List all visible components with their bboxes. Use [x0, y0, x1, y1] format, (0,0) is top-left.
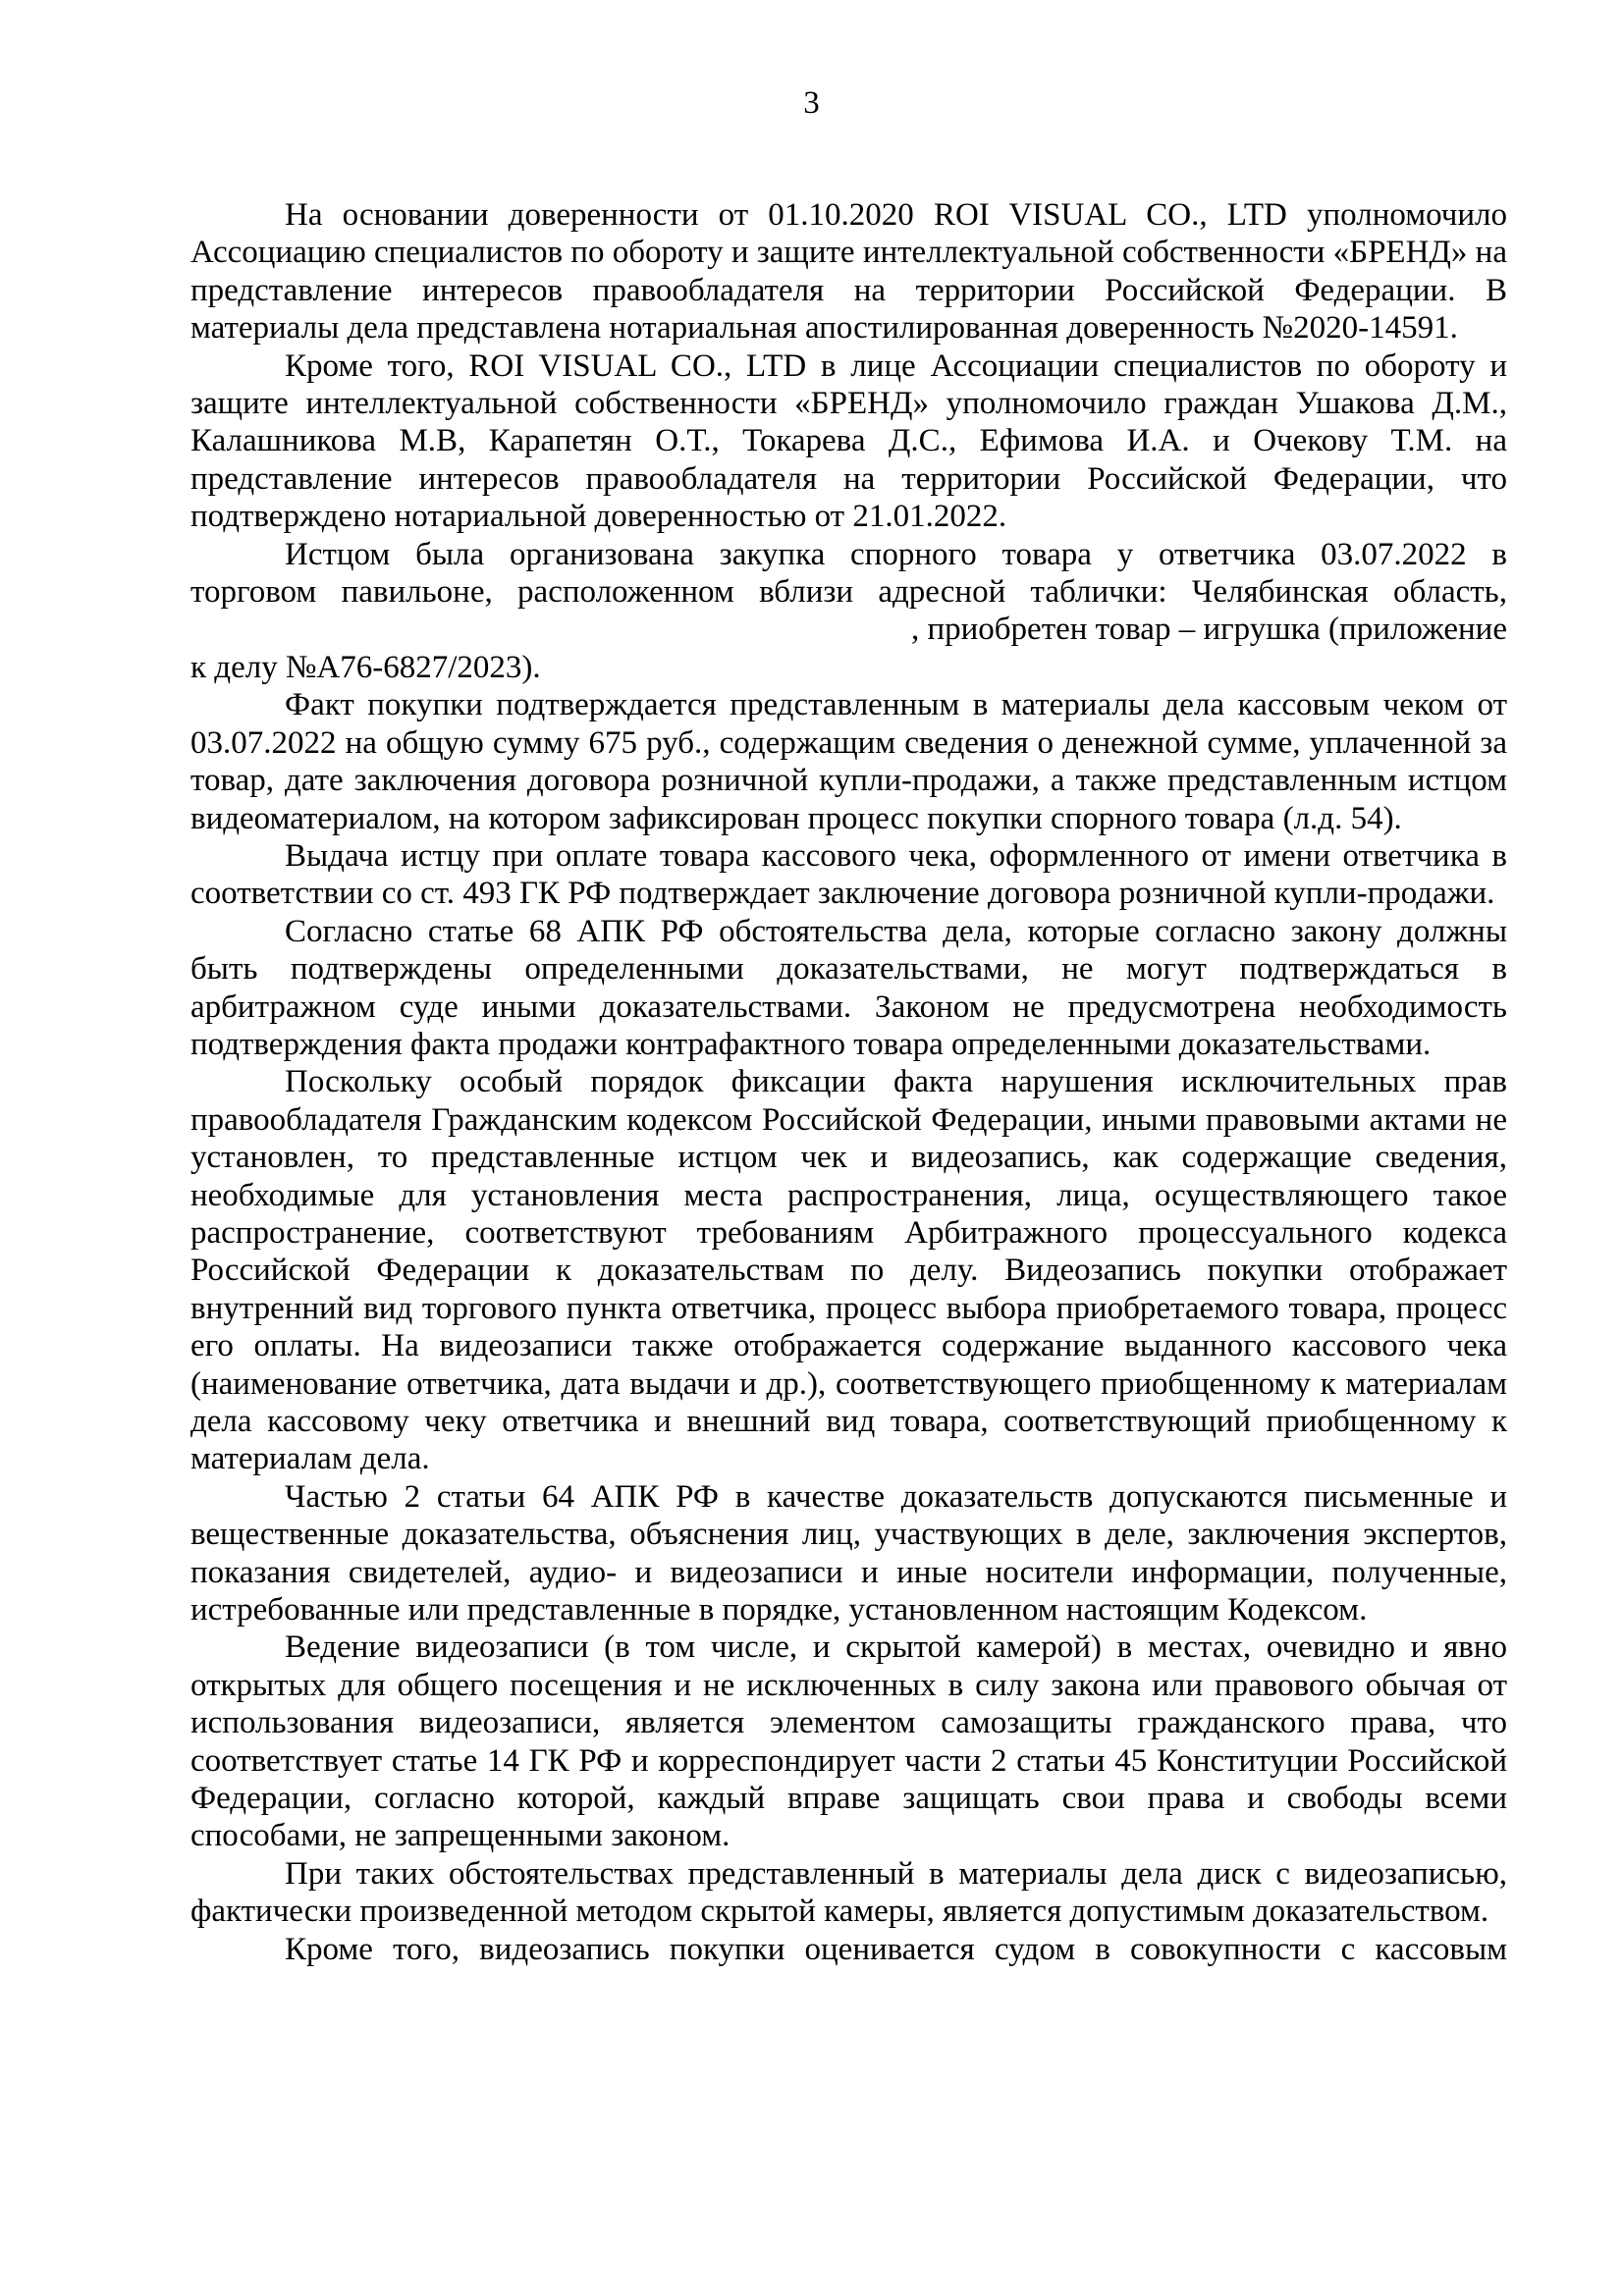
- paragraph: Согласно статье 68 АПК РФ обстоятельства дела, которые согласно закону должны быть подтверждены определенными доказательствами, не могут подтверждаться в арбитражном суде иными доказательствами. Законом не предусмотрена необходимость подтверждения факта продажи контрафактного товара определенными доказательствами.: [190, 913, 1507, 1062]
- paragraph-line: Истцом была организована закупка спорного товара у ответчика 03.07.2022 в: [285, 536, 1507, 572]
- paragraph: Кроме того, видеозапись покупки оценивается судом в совокупности с кассовым: [285, 1931, 1507, 1967]
- paragraph: Факт покупки подтверждается представленным в материалы дела кассовым чеком от 03.07.2022 на общую сумму 675 руб., содержащим сведения о денежной сумме, уплаченной за товар, дате заключения договора розничной купли-продажи, а также представленным истцом видеоматериалом, на котором зафиксирован процесс покупки спорного товара (л.д. 54).: [190, 687, 1507, 836]
- paragraph: Частью 2 статьи 64 АПК РФ в качестве доказательств допускаются письменные и вещественные доказательства, объяснения лиц, участвующих в деле, заключения экспертов, показания свидетелей, аудио- и видеозаписи и иные носители информации, полученные, истребованные или представленные в порядке, установленном настоящим Кодексом.: [190, 1478, 1507, 1629]
- paragraph: Выдача истцу при оплате товара кассового чека, оформленного от имени ответчика в соответствии со ст. 493 ГК РФ подтверждает заключение договора розничной купли-продажи.: [190, 837, 1507, 912]
- paragraph: Кроме того, ROI VISUAL CO., LTD в лице Ассоциации специалистов по обороту и защите интеллектуальной собственности «БРЕНД» уполномочило граждан Ушакова Д.М., Калашникова М.В, Карапетян О.Т., Токарева Д.С., Ефимова И.А. и Очекову Т.М. на представление интересов правообладателя на территории Российской Федерации, что подтверждено нотариальной доверенностью от 21.01.2022.: [190, 347, 1507, 535]
- paragraph-line: торговом павильоне, расположенном вблизи адресной таблички: Челябинская область,: [190, 574, 1507, 611]
- paragraph: При таких обстоятельствах представленный в материалы дела диск с видеозаписью, фактически произведенной методом скрытой камеры, является допустимым доказательством.: [190, 1855, 1507, 1930]
- paragraph: Ведение видеозаписи (в том числе, и скрытой камерой) в местах, очевидно и явно открытых для общего посещения и не исключенных в силу закона или правового обычая от использования видеозаписи, является элементом самозащиты гражданского права, что соответствует статье 14 ГК РФ и корреспондирует части 2 статьи 45 Конституции Российской Федерации, согласно которой, каждый вправе защищать свои права и свободы всеми способами, не запрещенными законом.: [190, 1629, 1507, 1854]
- document-body: [190, 196, 1507, 1968]
- paragraph-line: к делу №А76-6827/2023).: [190, 649, 541, 685]
- paragraph-line: , приобретен товар – игрушка (приложение: [910, 612, 1507, 648]
- paragraph: Поскольку особый порядок фиксации факта нарушения исключительных прав правообладателя Гражданским кодексом Российской Федерации, иными правовыми актами не установлен, то представленные истцом чек и видеозапись, как содержащие сведения, необходимые для установления места распространения, лица, осуществляющего такое распространение, соответствуют требованиям Арбитражного процессуального кодекса Российской Федерации к доказательствам по делу. Видеозапись покупки отображает внутренний вид торгового пункта ответчика, процесс выбора приобретаемого товара, процесс его оплаты. На видеозаписи также отображается содержание выданного кассового чека (наименование ответчика, дата выдачи и др.), соответствующего приобщенному к материалам дела кассовому чеку ответчика и внешний вид товара, соответствующий приобщенному к материалам дела.: [190, 1064, 1507, 1477]
- paragraph: На основании доверенности от 01.10.2020 ROI VISUAL CO., LTD уполномочило Ассоциацию специалистов по обороту и защите интеллектуальной собственности «БРЕНД» на представление интересов правообладателя на территории Российской Федерации. В материалы дела представлена нотариальная апостилированная доверенность №2020-14591.: [190, 197, 1507, 347]
- page-number: 3: [803, 85, 820, 121]
